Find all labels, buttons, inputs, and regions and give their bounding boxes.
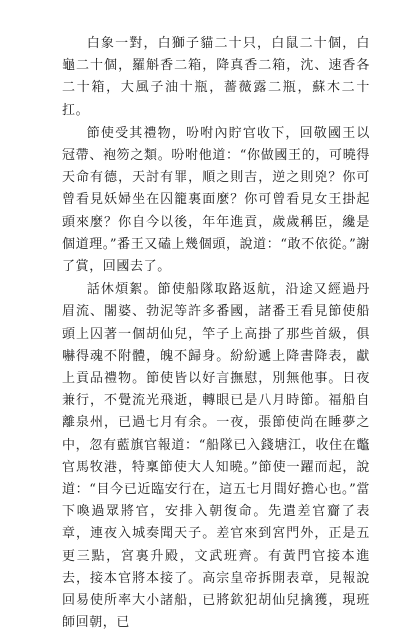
paragraph-envoy-admonition: 節使受其禮物，吩咐內貯官收下，回敬國王以冠帶、袍笏之類。吩咐他道：“你做國王的，可曉得天命有德，天討有罪，順之則吉，逆之則兇？你可曾看見妖婦坐在囚籠裏面麼？你可曾看見女王掛起頭來麼？你自今以後，年年進貢，歲歲稱臣，纔是個道理。”番王又磕上幾個頭，說道：“敢不依從。”謝了賞，回國去了。 [62,125,370,275]
paragraph-tribute-list: 白象一對，白獅子貓二十只，白鼠二十個，白龜二十個，羅斛香二箱，降真香二箱，沈、速香各二十箱，大風子油十瓶，薔薇露二瓶，蘇木二十扛。 [62,36,370,118]
paragraph-return-voyage: 話休煩絮。節使船隊取路返航，沿途又經過丹眉流、闍婆、勃泥等許多番國，諸番王看見節使船頭上囚著一個胡仙兒，竿子上高掛了那些首級，俱嚇得魂不附體，魄不歸身。紛紛遞上降書降表，獻上貢品禮物。節使皆以好言撫慰，別無他事。日夜兼行，不覺流光飛逝，轉眼已是八月時節。福船自離泉州，已過七月有余。一夜，張節使尚在睡夢之中，忽有藍旗官報道：“船隊已入錢塘江，收住在鼈官馬牧港，特稟節使大人知曉。”節使一躍而起，說道：“目今已近臨安行在，這五七月間好擔心也。”當下喚過眾將官，安排入朝復命。先遣差官齎了表章，連夜入城奏聞天子。差官來到宮門外，正是五更三點，宮裏升殿，文武班齊。有黃門官接本進去，接本官將本接了。高宗皇帝拆開表章，見報說回易使所率大小諸船，已將欽犯胡仙兒擒獲，現班師回朝，已 [62,282,370,631]
